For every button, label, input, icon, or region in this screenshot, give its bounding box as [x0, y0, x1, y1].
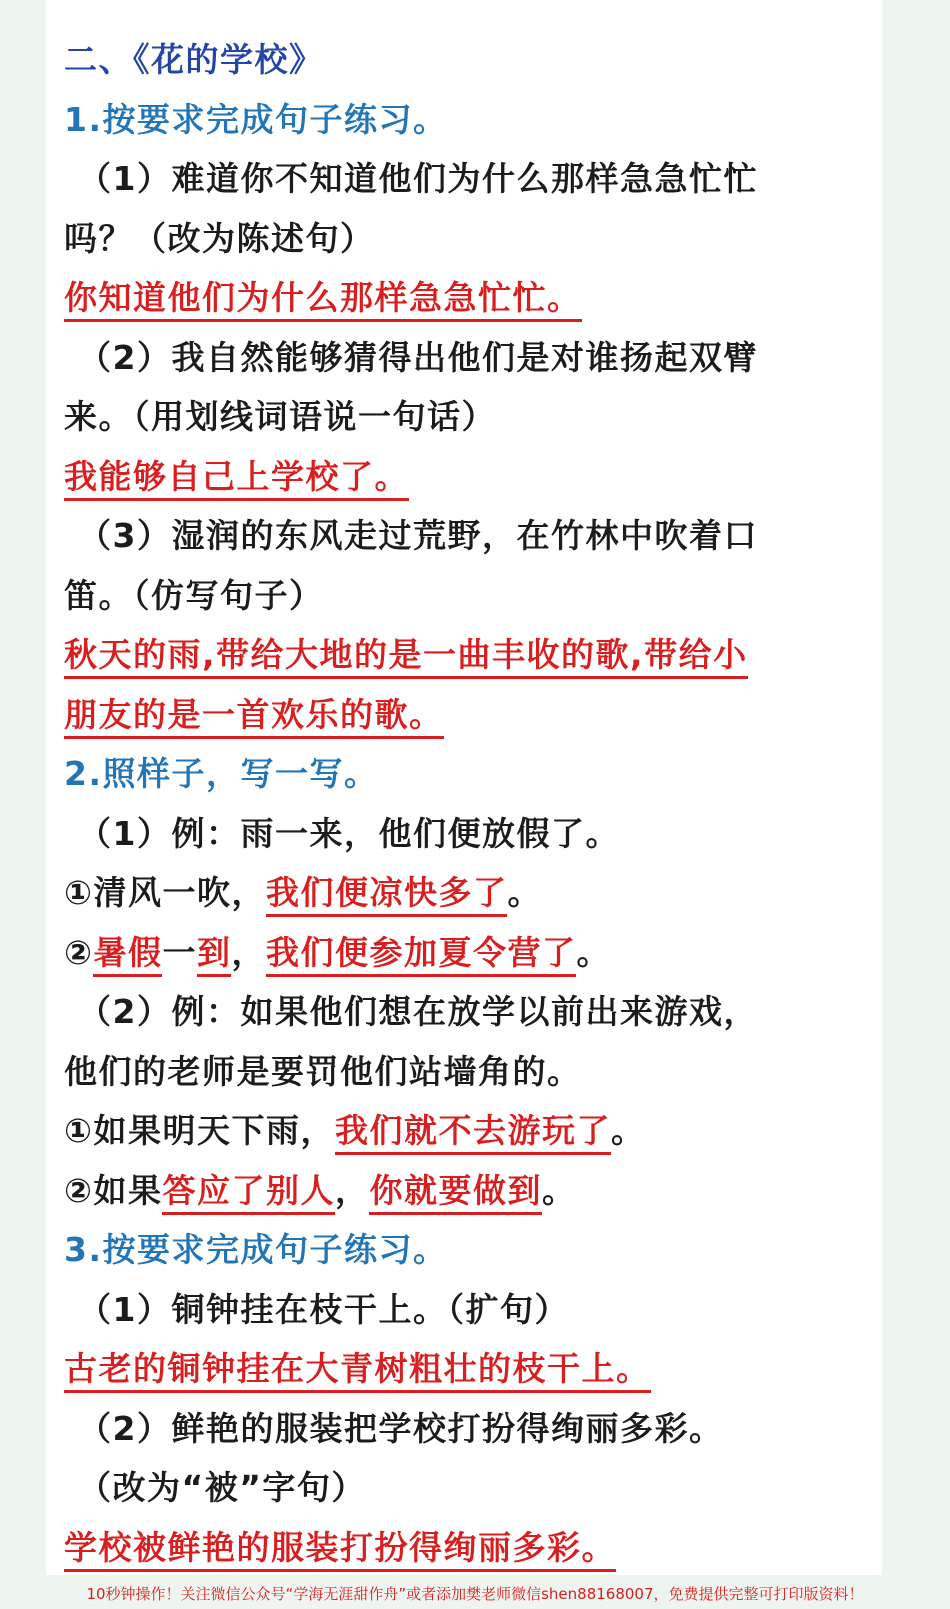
s3-q2-answer — [64, 1518, 844, 1578]
answer-text: 秋天的雨,带给大地的是一曲丰收的歌,带给小 — [64, 635, 748, 679]
footer-notice: 10秒钟操作！关注微信公众号“学海无涯甜作舟”或者添加樊老师微信shen88168007，免费提供完整可打印版资料！ — [86, 1585, 864, 1603]
end-punct: 。 — [507, 873, 542, 912]
s2-ex2-a — [64, 1101, 844, 1161]
answer-text: 我们便参加夏令营了 — [266, 933, 577, 977]
comma: ， — [334, 1170, 370, 1210]
s2-ex2-example-2: 他们的老师是要罚他们站墙角的。 — [64, 1051, 582, 1091]
prefix-text: ①清风一吹， — [64, 873, 266, 912]
answer-text: 你就要做到 — [369, 1171, 542, 1215]
answer-text: 古老的铜钟挂在大青树粗壮的枝干上。 — [64, 1349, 651, 1393]
mid-text: 一 — [162, 932, 197, 972]
s1-q3-line2: 笛。（仿写句子） — [64, 575, 324, 615]
s1-q1-line1: （1）难道你不知道他们为什么那样急急忙忙 — [78, 159, 758, 198]
s2-ex1-example: （1）例：雨一来，他们便放假了。 — [78, 813, 620, 853]
s2-ex1-b — [64, 923, 844, 983]
s2-ex1-a — [64, 863, 844, 923]
page-title: 二、《花的学校》 — [64, 40, 324, 79]
answer-text: 朋友的是一首欢乐的歌。 — [64, 695, 444, 739]
comma: ， — [231, 932, 266, 972]
answer-text: 到 — [197, 933, 232, 977]
answer-text: 我能够自己上学校了。 — [64, 457, 409, 501]
prefix-text: ①如果明天下雨， — [64, 1111, 335, 1150]
end-punct: 。 — [541, 1170, 577, 1210]
s1-q3-answer-2 — [64, 685, 844, 745]
s1-q3-answer-1 — [64, 625, 844, 685]
answer-text: 学校被鲜艳的服装打扮得绚丽多彩。 — [64, 1528, 616, 1572]
answer-text: 你知道他们为什么那样急急忙忙。 — [64, 278, 582, 322]
answer-text: 我们就不去游玩了 — [335, 1111, 611, 1155]
s1-q2-line1: （2）我自然能够猜得出他们是对谁扬起双臂 — [78, 337, 758, 377]
prefix-text: ② — [64, 932, 94, 972]
s1-q1-answer — [64, 268, 844, 328]
worksheet-content — [64, 30, 844, 1577]
s2-ex2-b — [64, 1161, 844, 1221]
answer-text: 暑假 — [93, 933, 162, 977]
s1-q1-line2: 吗？（改为陈述句） — [64, 218, 375, 258]
s1-q3-line1: （3）湿润的东风走过荒野，在竹林中吹着口 — [78, 516, 758, 555]
s2-ex2-example-1: （2）例：如果他们想在放学以前出来游戏， — [78, 992, 758, 1031]
s3-q2-line1: （2）鲜艳的服装把学校打扮得绚丽多彩。 — [78, 1408, 724, 1448]
answer-text: 我们便凉快多了 — [266, 873, 508, 917]
prefix-text: ②如果 — [64, 1170, 163, 1210]
end-punct: 。 — [610, 1111, 646, 1150]
section-1-heading: 1.按要求完成句子练习。 — [64, 99, 448, 139]
s1-q2-answer — [64, 447, 844, 507]
s3-q2-line2: （改为“被”字句） — [78, 1468, 366, 1507]
s3-q1-line1: （1）铜钟挂在枝干上。（扩句） — [78, 1289, 569, 1329]
s1-q2-line2: 来。（用划线词语说一句话） — [64, 397, 496, 436]
section-2-heading: 2.照样子，写一写。 — [64, 754, 379, 793]
s3-q1-answer — [64, 1339, 844, 1399]
section-3-heading: 3.按要求完成句子练习。 — [64, 1230, 448, 1269]
answer-text: 答应了别人 — [162, 1171, 335, 1215]
end-punct: 。 — [576, 932, 611, 972]
